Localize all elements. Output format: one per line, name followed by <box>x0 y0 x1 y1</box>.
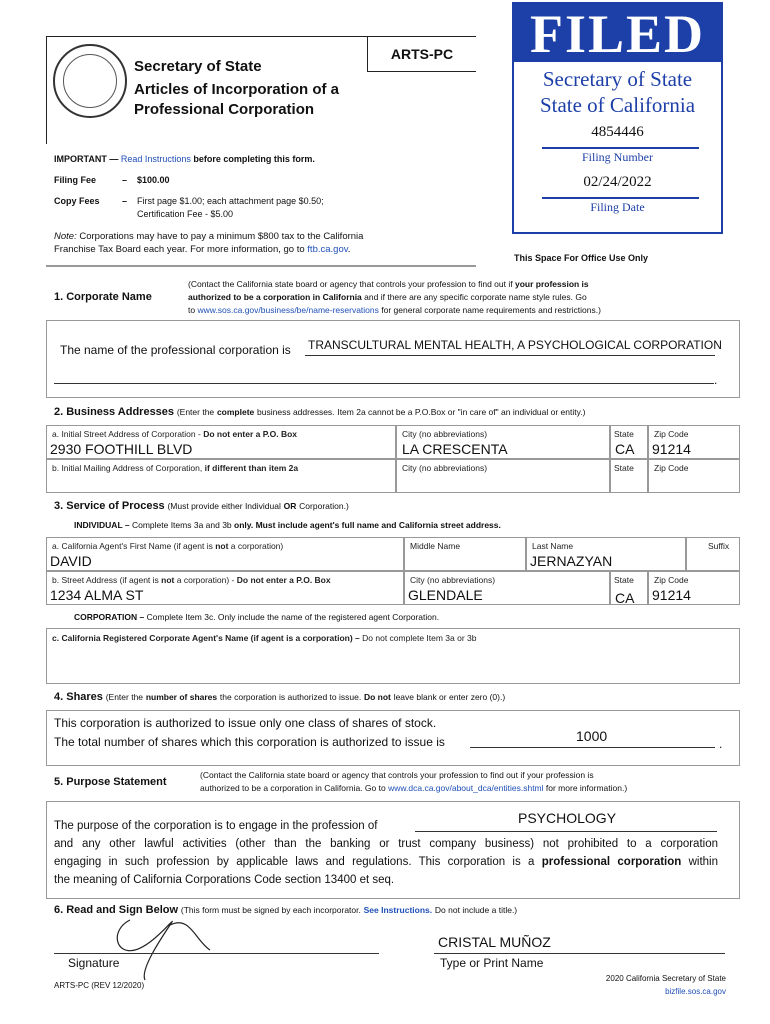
shares-heading: 4. Shares (Enter the number of shares the corporation is authorized to issue. Do not leave blank or enter zero (0).) <box>54 691 506 703</box>
filing-number: 4854446 <box>591 124 644 140</box>
filed-label: FILED <box>514 4 721 62</box>
title-line2: Articles of Incorporation of a <box>134 81 340 98</box>
filing-date-label: Filing Date <box>590 200 645 214</box>
signature-line[interactable] <box>54 953 379 954</box>
corporate-name-prompt: The name of the professional corporation is <box>60 343 291 357</box>
filed-stamp <box>512 2 723 234</box>
corporate-name-heading: 1. Corporate Name <box>54 291 152 303</box>
filing-number-label: Filing Number <box>582 150 653 164</box>
filing-fee-value: $100.00 <box>137 175 170 185</box>
signature-scribble <box>100 900 230 990</box>
bizfile-link[interactable]: bizfile.sos.ca.gov <box>665 987 726 996</box>
dca-link[interactable]: www.dca.ca.gov/about_dca/entities.shtml <box>388 783 544 793</box>
printed-name-value[interactable]: CRISTAL MUÑOZ <box>438 934 551 950</box>
corporate-name-value[interactable]: TRANSCULTURAL MENTAL HEALTH, A PSYCHOLOGICAL CORPORATION <box>308 338 722 352</box>
profession-value[interactable]: PSYCHOLOGY <box>518 810 617 826</box>
business-addresses-heading: 2. Business Addresses (Enter the complete business addresses. Item 2a cannot be a P.O.Box or "in care of" an individual or entity.) <box>54 406 586 418</box>
filing-date: 02/24/2022 <box>583 174 652 190</box>
read-instructions-link[interactable]: Read Instructions <box>120 154 191 164</box>
see-instructions-link[interactable]: See Instructions. <box>363 905 433 915</box>
name-reservations-link[interactable]: www.sos.ca.gov/business/be/name-reservations <box>197 305 379 315</box>
copy-fees-label: Copy Fees <box>54 196 100 206</box>
initial-state-value: CA <box>615 441 635 457</box>
agent-zip-value: 91214 <box>652 587 691 603</box>
form-code: ARTS-PC <box>367 36 476 72</box>
agent-city-value: GLENDALE <box>408 587 483 603</box>
office-use-label: This Space For Office Use Only <box>514 253 649 263</box>
stamp-line2: State of California <box>539 93 696 117</box>
purpose-statement-heading: 5. Purpose Statement <box>54 776 167 788</box>
filing-fee-label: Filing Fee <box>54 175 97 185</box>
corporate-name-box <box>46 320 740 398</box>
initial-city-value: LA CRESCENTA <box>402 441 508 457</box>
agent-state-value: CA <box>615 590 635 606</box>
printed-name-label: Type or Print Name <box>440 956 544 970</box>
initial-zip-value: 91214 <box>652 441 691 457</box>
note-text: Note: Corporations may have to pay a minimum $800 tax to the California <box>54 231 364 242</box>
signature-label: Signature <box>68 956 120 970</box>
initial-street-value: 2930 FOOTHILL BLVD <box>50 441 193 457</box>
form-revision: ARTS-PC (REV 12/2020) <box>54 981 145 990</box>
title-line3: Professional Corporation <box>134 101 315 118</box>
shares-value[interactable]: 1000 <box>576 728 608 744</box>
sign-heading: 6. Read and Sign Below (This form must be signed by each incorporator. See Instructions. Do not include a title.) <box>54 904 518 916</box>
agent-first-name-value: DAVID <box>50 553 92 569</box>
stamp-line1: Secretary of State <box>542 67 693 91</box>
agent-last-name-value: JERNAZYAN <box>530 553 613 569</box>
agent-street-value: 1234 ALMA ST <box>50 587 144 603</box>
service-of-process-heading: 3. Service of Process (Must provide either Individual OR Corporation.) <box>54 500 349 512</box>
title-line1: Secretary of State <box>134 58 262 75</box>
copyright: 2020 California Secretary of State <box>605 974 726 983</box>
ftb-link[interactable]: ftb.ca.gov <box>307 244 348 255</box>
important-line: IMPORTANT — Read Instructions before completing this form. <box>54 154 315 164</box>
california-state-seal-icon <box>53 44 127 118</box>
